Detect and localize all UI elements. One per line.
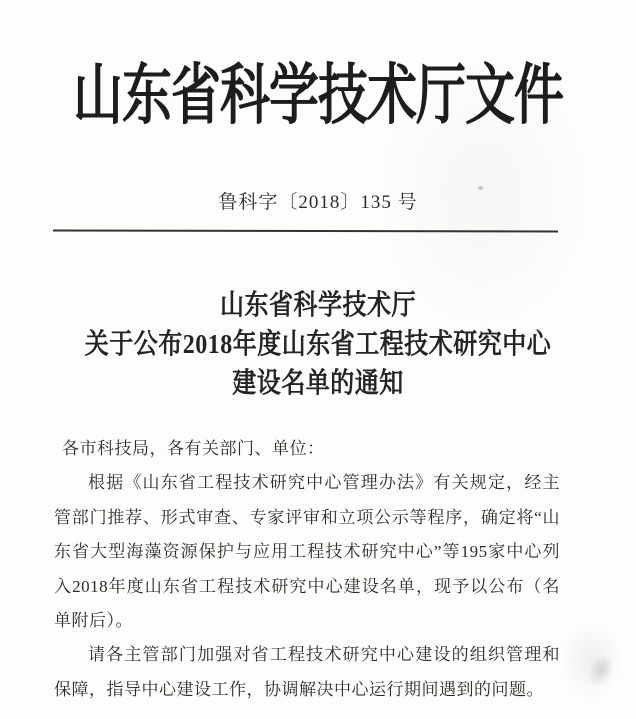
- scan-speck: [478, 186, 483, 190]
- paragraph-1-line-5: 单附后）。: [54, 610, 133, 630]
- paragraph-2-line-2: 保障，指导中心建设工作，协调解决中心运行期间遇到的问题。: [54, 679, 544, 699]
- letterhead-title: 山东省科学技术厅文件: [73, 58, 563, 132]
- paragraph-1-line-2: 管部门推荐、形式审查、专家评审和立项公示等程序，确定将“山: [54, 507, 560, 527]
- document-body: [54, 432, 560, 707]
- title-line-3: 建设名单的通知: [232, 368, 404, 399]
- paragraph-1-line-4: 入2018年度山东省工程技术研究中心建设名单，现予以公布（名: [54, 576, 560, 596]
- paragraph-1-line-1: 根据《山东省工程技术研究中心管理办法》有关规定，经主: [88, 473, 560, 493]
- paragraph-1-line-3: 东省大型海藻资源保护与应用工程技术研究中心”等195家中心列: [54, 542, 560, 562]
- salutation-line: 各市科技局，各有关部门、单位：: [62, 439, 325, 458]
- title-line-2: 关于公布2018年度山东省工程技术研究中心: [84, 329, 552, 360]
- title-line-1: 山东省科学技术厅: [220, 290, 416, 321]
- document-title: [0, 287, 636, 404]
- scan-smudge: [578, 644, 624, 697]
- separator-line: [53, 229, 558, 232]
- paragraph-2-line-1: 请各主管部门加强对省工程技术研究中心建设的组织管理和: [88, 645, 560, 665]
- document-number: 鲁科字〔2018〕135 号: [218, 192, 418, 213]
